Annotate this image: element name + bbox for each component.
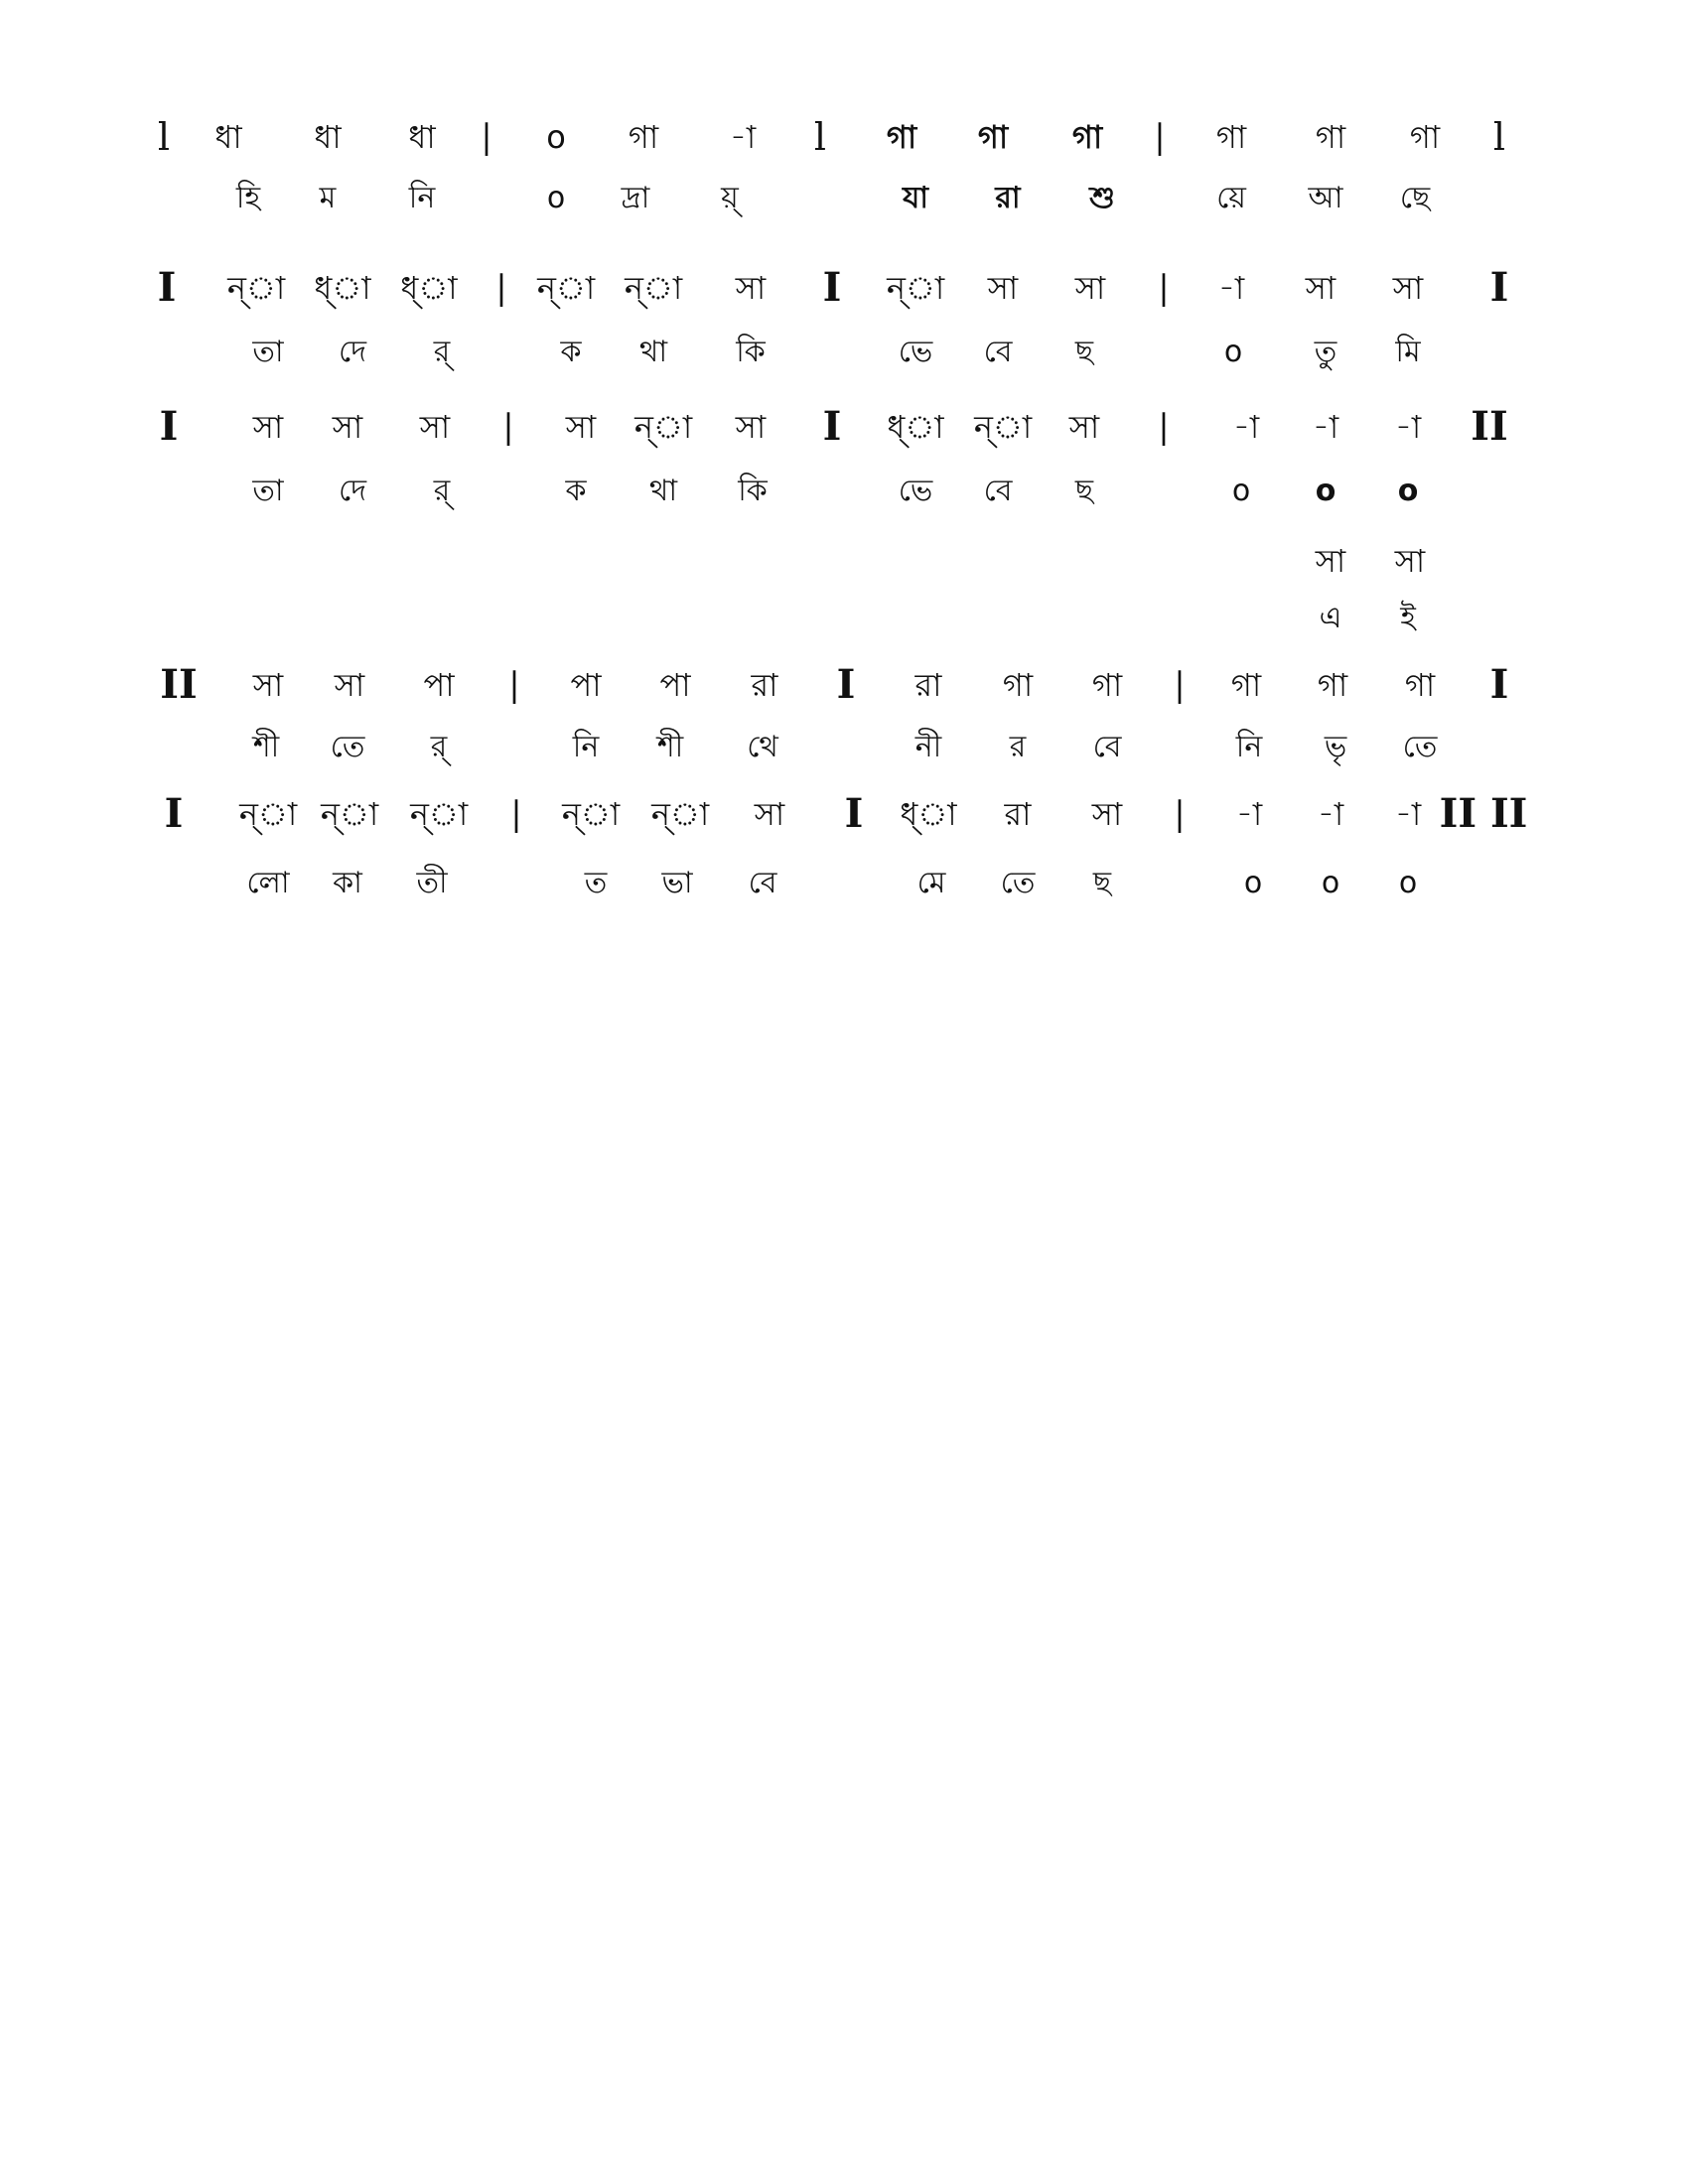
lyric-syllable: o [1223,335,1243,369]
beat-bar: | [502,407,514,447]
swara-note: রা [751,666,778,704]
start-bar: I [157,264,177,311]
swara-line-1 [0,117,1688,157]
lyric-line-2 [0,333,1688,372]
lyric-syllable: দে [339,474,366,508]
lyric-syllable: তে [1402,730,1438,764]
lyric-syllable: শী [656,730,684,764]
swara-note: -া [1394,795,1422,833]
swara-note: গা [1215,118,1247,156]
lyric-syllable: রা [995,181,1021,215]
lyric-syllable: ই [1400,601,1416,635]
swara-note: সা [332,408,363,446]
swara-note: সা [252,408,284,446]
swara-note: ন্া [226,269,286,307]
lyric-syllable: তী [416,866,448,900]
lyric-syllable: র্ [430,730,448,764]
swara-note: গা [1230,666,1262,704]
swara-note: ধা [408,118,436,156]
lyric-syllable: দ্রা [621,181,650,215]
end-bar: II II [1439,790,1528,837]
lyric-syllable: মে [916,866,946,900]
swara-note: ন্া [536,269,596,307]
swara-line-4 [0,661,1688,708]
swara-note: -া [729,118,757,156]
lyric-syllable: ক [560,335,582,369]
swara-note: গা [1071,118,1103,156]
swara-note: সা [419,408,451,446]
swara-note: সা [1305,269,1336,307]
lyric-syllable: ছ [1074,474,1094,508]
swara-note: ন্া [238,795,298,833]
lyric-syllable: নী [914,730,942,764]
swara-note: সা [1394,542,1426,580]
swara-note: o [546,118,566,156]
lyric-line-3 [0,472,1688,511]
swara-note: ন্া [561,795,621,833]
swara-note: ধ্া [400,269,458,307]
swara-note: ন্া [886,269,945,307]
lyric-syllable: হি [235,181,261,215]
lyric-syllable: ভে [898,335,933,369]
lyric-syllable: বে [983,335,1013,369]
lyric-syllable: থা [638,335,668,369]
lyric-syllable: ভৃ [1324,730,1347,764]
swara-note: পা [570,666,602,704]
lyric-syllable: নি [572,730,600,764]
lyric-syllable: যা [903,181,928,215]
start-bar: l [157,115,171,159]
lyric-syllable: কা [333,866,362,900]
beat-bar: | [1154,117,1166,157]
lyric-syllable: বে [1092,730,1122,764]
lyric-syllable: থে [747,730,778,764]
swara-note: সা [334,666,365,704]
lyric-syllable: নি [408,181,436,215]
swara-note: গা [1002,666,1034,704]
end-bar: II [1471,403,1508,450]
beat-bar: | [495,268,507,308]
swara-note: সা [1315,542,1346,580]
swara-note: ন্া [624,269,683,307]
lyric-syllable: র্ [433,474,451,508]
swara-note: গা [886,118,917,156]
lyric-syllable: ভে [898,474,933,508]
end-bar: I [1489,264,1509,311]
beat-bar: | [510,794,522,834]
swara-note: গা [1409,118,1441,156]
lyric-syllable: য়্ [721,181,739,215]
swara-note: সা [1091,795,1123,833]
lyric-syllable: আ [1308,181,1343,215]
swara-note: ধা [314,118,342,156]
lyric-syllable: তে [1000,866,1036,900]
end-bar: I [1489,661,1509,708]
swara-note: গা [1404,666,1436,704]
swara-note: -া [1235,795,1263,833]
lyric-syllable: থা [648,474,678,508]
lyric-syllable: য়ে [1216,181,1246,215]
lyric-syllable: ম [319,181,337,215]
swara-note: সা [987,269,1019,307]
lyric-syllable: o [1321,866,1340,900]
lyric-syllable: ছ [1074,335,1094,369]
beat-bar: | [1174,665,1186,705]
lyric-syllable: o [1231,474,1251,508]
beat-bar: | [1158,268,1170,308]
swara-note: ন্া [633,408,693,446]
swara-note: সা [1074,269,1106,307]
section-bar: I [844,790,864,837]
swara-note: গা [1315,118,1346,156]
pickup-lyric-line [0,599,1688,638]
swara-note: রা [914,666,942,704]
lyric-syllable: o [546,181,566,215]
lyric-syllable: ছে [1399,181,1431,215]
swara-note: ন্া [973,408,1033,446]
lyric-syllable: নি [1235,730,1263,764]
pickup-swara-line [0,541,1688,581]
lyric-syllable: বে [983,474,1013,508]
swara-note: সা [252,666,284,704]
swara-line-5 [0,790,1688,837]
lyric-syllable: o [1243,866,1263,900]
lyric-syllable: o [1315,474,1336,508]
lyric-syllable: তু [1314,335,1337,369]
lyric-syllable: তা [252,474,284,508]
lyric-syllable: র্ [433,335,451,369]
lyric-syllable: কি [738,474,768,508]
lyric-syllable: শু [1089,181,1115,215]
section-bar: I [822,264,842,311]
lyric-line-1 [0,179,1688,218]
lyric-syllable: র [1009,730,1027,764]
swara-note: গা [1091,666,1123,704]
lyric-syllable: ভা [661,866,693,900]
swara-note: সা [565,408,597,446]
beat-bar: | [1174,794,1186,834]
swara-note: রা [1004,795,1032,833]
lyric-syllable: লো [246,866,290,900]
swara-line-3 [0,403,1688,450]
swara-note: -া [1217,269,1245,307]
lyric-line-4 [0,728,1688,767]
lyric-syllable: o [1397,474,1419,508]
swara-note: -া [1232,408,1260,446]
lyric-syllable: বে [748,866,777,900]
swara-note: ন্া [409,795,469,833]
swara-note: সা [754,795,785,833]
lyric-line-5 [0,864,1688,903]
swara-note: -া [1317,795,1344,833]
start-bar: I [159,403,179,450]
swara-note: ধ্া [314,269,371,307]
lyric-syllable: কি [736,335,766,369]
section-bar: I [822,403,842,450]
swara-note: সা [735,408,767,446]
beat-bar: | [1158,407,1170,447]
swara-note: ধ্া [900,795,957,833]
swara-note: ন্া [320,795,379,833]
end-bar: l [1492,115,1506,159]
swara-line-2 [0,264,1688,311]
lyric-syllable: মি [1395,335,1421,369]
swara-note: সা [735,269,767,307]
swara-note: গা [1317,666,1348,704]
lyric-syllable: ছ [1092,866,1112,900]
swara-note: ধ্া [887,408,944,446]
start-bar: I [164,790,184,837]
lyric-syllable: o [1398,866,1418,900]
lyric-syllable: ত [584,866,608,900]
start-bar: II [160,661,198,708]
lyric-syllable: এ [1319,601,1342,635]
beat-bar: | [481,117,492,157]
swara-note: ধা [214,118,242,156]
swara-note: গা [977,118,1009,156]
lyric-syllable: দে [339,335,366,369]
lyric-syllable: তা [252,335,284,369]
swara-note: -া [1394,408,1422,446]
swara-note: গা [628,118,659,156]
swara-note: ন্া [650,795,710,833]
swara-note: পা [423,666,455,704]
swara-note: -া [1312,408,1339,446]
section-bar: l [813,115,827,159]
lyric-syllable: ক [565,474,587,508]
swara-note: পা [659,666,691,704]
beat-bar: | [508,665,520,705]
section-bar: I [836,661,856,708]
lyric-syllable: তে [330,730,365,764]
swara-note: সা [1392,269,1424,307]
lyric-syllable: শী [252,730,280,764]
swara-note: সা [1068,408,1100,446]
